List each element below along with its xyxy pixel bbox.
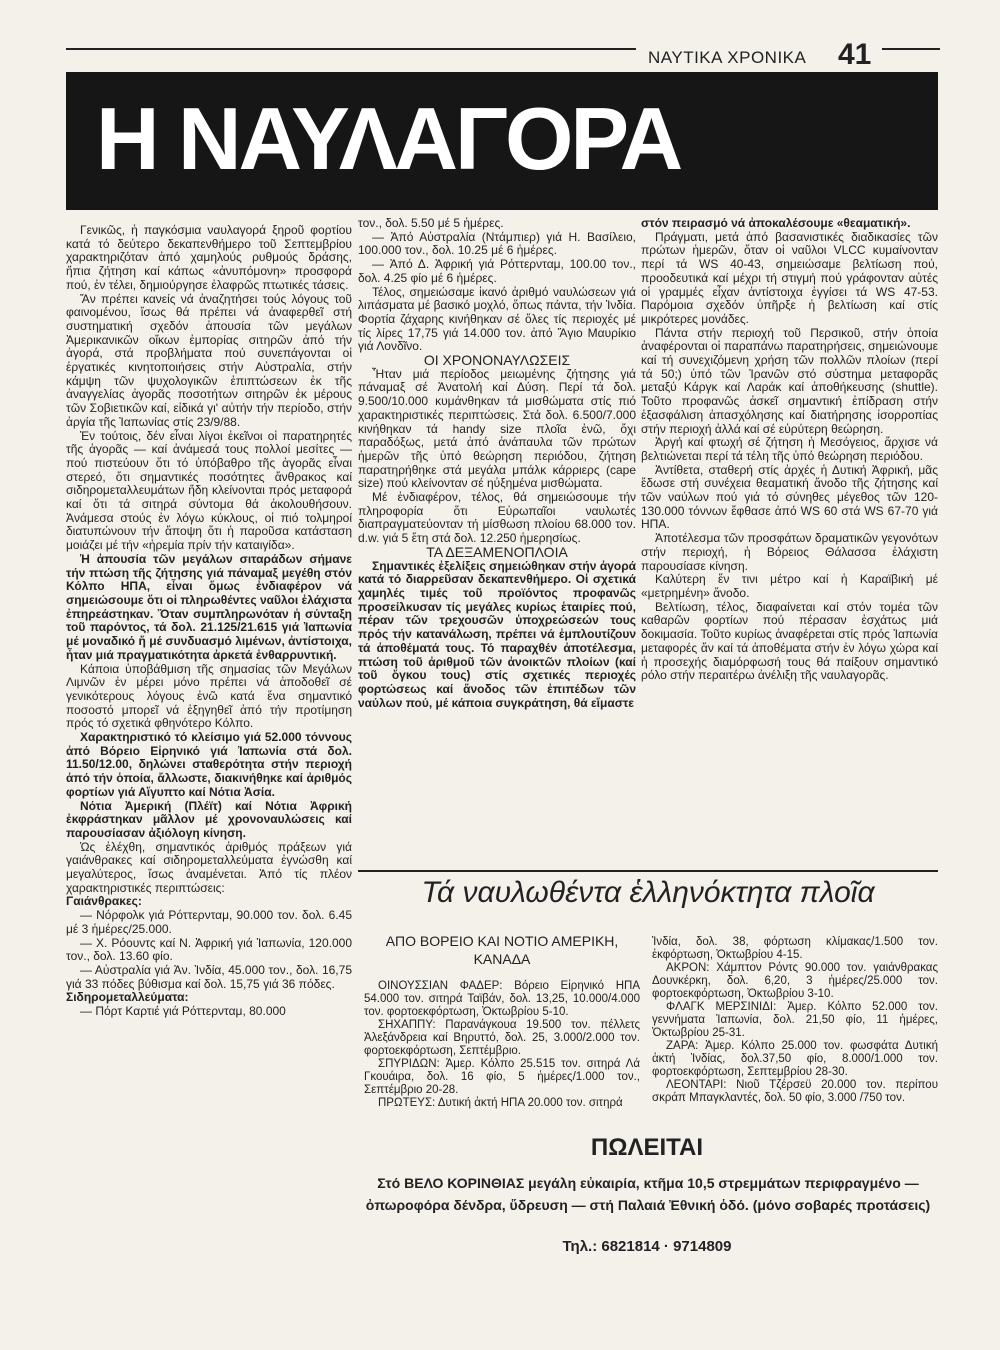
- paragraph: — Πόρτ Καρτιέ γιά Ρόττερνταμ, 80.000: [80, 1004, 286, 1019]
- paragraph: Πράγματι, μετά ἀπό βασανιστικές διαδικασίες τῶν πρώτων ἡμερῶν, ὅταν οἱ ναῦλοι VLCC κυμαίνονταν περί τά WS 40-43, σημειώσαμε βελτίωση πού, προοδευτικά καί μέχρι τή στιγμή πού γράφονταν αὐτές οἱ γραμμές εἶχαν ἀντίστοιχα ἐγγίσει τά WS 47-53. Παρόμοια σχεδόν ὑπῆρξε ἡ βελτίωση καί στίς μικρότερες μονάδες.: [641, 229, 938, 326]
- paragraph: — Ἀπό Δ. Ἀφρική γιά Ρόττερνταμ, 100.00 τον., δολ. 4.25 φίο μέ 6 ἡμέρες.: [358, 257, 636, 285]
- section-heading: ΟΙ ΧΡΟΝΟΝΑΥΛΩΣΕΙΣ: [423, 352, 571, 369]
- list-item: ΦΛΑΓΚ ΜΕΡΣΙΝΙΔΙ: Ἀμερ. Κόλπο 52.000 τον. γεννήματα Ἰαπωνία, δολ. 21,50 φίο, 11 ἡμέρες, Ὀκτωβρίου 25-31.: [652, 1001, 938, 1039]
- section-title: Η ΝΑΥΛΑΓΟΡΑ: [96, 89, 681, 188]
- paragraph: Βελτίωση, τέλος, διαφαίνεται καί στόν τομέα τῶν καθαρῶν φορτίων πού πέρασαν ἐσχάτως μιά δοκιμασία. Τοῦτο κυρίως ἀναφέρεται στίς πρός Ἰαπωνία μεταφορές ἄν καί τά ἀποθέματα στήν ἐν λόγω χώρα καί ἡ προσεχής διαμόρφωσή τους θά παίξουν σημαντικό ρόλο στήν περαιτέρω ἀνέλιξη τῆς ναυλαγορᾶς.: [641, 599, 938, 683]
- paragraph: Κάποια ὑποβάθμιση τῆς σημασίας τῶν Μεγάλων Λιμνῶν ἐν μέρει μόνο πρέπει νά ἀποδοθεῖ σέ γενικότερους λόγους ἐνῶ κατά ἕνα σημαντικό ποσοστό μπορεῖ νά ἐξηγηθεῖ ἀπό τήν προτίμηση πρός τό σχετικά φθηνότερο Κόλπο.: [66, 661, 352, 731]
- paragraph: Ἀργή καί φτωχή σέ ζήτηση ἡ Μεσόγειος, ἄρχισε νά βελτιώνεται περί τά τέλη τῆς ὑπό θεώρηση περιόδου.: [641, 435, 938, 463]
- paragraph: — Αὐστραλία γιά Ἀν. Ἰνδία, 45.000 τον., δολ. 16,75 γιά 33 πόδες βύθισμα καί δολ. 15,75 γιά 36 πόδες.: [66, 962, 352, 991]
- ships-section-subtitle: ΑΠΟ ΒΟΡΕΙΟ ΚΑΙ ΝΟΤΙΟ ΑΜΕΡΙΚΗ, ΚΑΝΑΔΑ: [385, 933, 619, 967]
- paragraph: Ὡς ἐλέχθη, σημαντικός ἀριθμός πράξεων γιά γαιάνθρακες καί σιδηρομεταλλεύματα ἐγνώσθη καί μεγαλύτερος, ἴσως ἀναμένεται. Ἀπό τίς πλέον χαρακτηριστικές περιπτώσεις:: [66, 839, 352, 895]
- paragraph: — Χ. Ρόουντς καί Ν. Ἀφρική γιά Ἰαπωνία, 120.000 τον., δολ. 13.60 φίο.: [66, 935, 352, 964]
- paragraph: τον., δολ. 5.50 μέ 5 ἡμέρες.: [358, 216, 504, 230]
- paragraph: Ἀποτέλεσμα τῶν προσφάτων δραματικῶν γεγονότων στήν περιοχή, ἡ Βόρειος Θάλασσα ἐλάχιστη παρουσίασε κίνηση.: [641, 531, 938, 573]
- paragraph: στόν πειρασμό νά ἀποκαλέσουμε «θεαματική».: [641, 216, 911, 230]
- paragraph: Ἡ ἀπουσία τῶν μεγάλων σιταράδων σήμανε τήν πτώση τῆς ζήτησης γιά πάναμαξ μεγέθη στόν Κόλπο ΗΠΑ, εἶναι ὅμως ἐνδιαφέρον νά σημειώσουμε ὅτι οἱ πληρωθέντες ναῦλοι ἐλάχιστα ἐπηρεάστηκαν. Ὅταν συμπληρωνόταν ἡ σύνταξη τοῦ παρόντος, τά δολ. 21.125/21.615 γιά Ἰαπωνία μέ μοναδικό ἤ μέ συνδυασμό λιμένων, ἀντίστοιχα, ἦταν μιά πραγματικότητα ἀρκετά ἐνθαρρυντική.: [66, 551, 352, 662]
- magazine-title: ΝΑΥΤΙΚΑ ΧΡΟΝΙΚΑ: [648, 48, 807, 67]
- ships-section-title: Τά ναυλωθέντα ἑλληνόκτητα πλοῖα: [421, 876, 875, 909]
- paragraph: Χαρακτηριστικό τό κλείσιμο γιά 52.000 τόννους ἀπό Βόρειο Εἰρηνικό γιά Ἰαπωνία στά δολ. 11.50/12.00, δηλώνει σταθερότητα στήν περιοχή ἀπό τήν ὁποία, ἄλλωστε, διακινήθηκε καί ἀριθμός φορτίων γιά Αἴγυπτο καί Νότια Ἀσία.: [66, 730, 352, 799]
- list-item: ΟΙΝΟΥΣΣΙΑΝ ΦΑΔΕΡ: Βόρειο Εἰρηνικό ΗΠΑ 54.000 τον. σιτηρά Ταϊβάν, δολ. 13,25, 10.000/4.000 τον. φορτοεκφόρτωση, Ὀκτωβρίου 5-10.: [364, 980, 640, 1018]
- article-column-3: [641, 217, 938, 683]
- ad-text: Στό ΒΕΛΟ ΚΟΡΙΝΘΙΑΣ μεγάλη εὐκαιρία, κτῆμα 10,5 στρεμμάτων περιφραγμένο — ὀπωροφόρα δένδρα, ὕδρευση — στή Παλαιά Ἐθνική ὁδό. (μόνο σοβαρές προτάσεις): [365, 1175, 931, 1213]
- list-item: ΣΠΥΡΙΔΩΝ: Ἀμερ. Κόλπο 25.515 τον. σιτηρά Λά Γκουάιρα, δολ. 16 φίο, 5 ἡμέρες/1.000 τον., Σεπτέμβριο 20-28.: [364, 1058, 640, 1096]
- paragraph: Ἦταν μιά περίοδος μειωμένης ζήτησης γιά πάναμαξ σέ Ἀνατολή καί Δύση. Περί τά δολ. 9.500/10.000 κυμάνθηκαν τά μισθώματα στίς πιό χαρακτηριστικές περιπτώσεις. Στά δολ. 6.500/7.000 κινήθηκαν τά handy size πλοῖα ἐνῶ, ὄχι παραδόξως, μετά ἀπό ἀνάπαυλα τῶν πρώτων ἡμερῶν τῆς ὑπό θεώρηση περιόδου, ζήτηση παρατηρήθηκε στά μεγάλα μπάλκ κάρριερς (cape size) πού κλείνονταν σέ ηὐξημένα μισθώματα.: [358, 366, 636, 491]
- list-item: ΣΗΧΑΠΠΥ: Παρανάγκουα 19.500 τον. πέλλετς Ἀλεξάνδρεια καί Βηρυττό, δολ. 25, 3.000/2.000 τον. φορτοεκφόρτωση, Σεπτέμβριο.: [364, 1019, 640, 1057]
- header-rule-right: [882, 48, 940, 50]
- subheading: Γαιάνθρακες:: [66, 894, 142, 909]
- list-item: ΛΕΟΝΤΑΡΙ: Νιοῦ Τζέρσεϋ 20.000 τον. περίπου σκράπ Μπαγκλαντές, δολ. 50 φίο, 3.000 /750 τον.: [652, 1079, 938, 1104]
- subheading: Σιδηρομεταλλεύματα:: [66, 990, 189, 1005]
- list-item: ΠΡΩΤΕΥΣ: Δυτική ἀκτή ΗΠΑ 20.000 τον. σιτηρά: [378, 1097, 623, 1109]
- ships-list-left: [364, 980, 640, 1110]
- ad-title: ΠΩΛΕΙΤΑΙ: [590, 1134, 704, 1161]
- paragraph: — Νόρφολκ γιά Ρόττερνταμ, 90.000 τον. δολ. 6.45 μέ 3 ἡμέρες/25.000.: [66, 908, 352, 936]
- paragraph: Τέλος, σημειώσαμε ἱκανό ἀριθμό ναυλώσεων γιά λιπάσματα μέ βασικό μοχλό, ὅπως πάντα, τήν Ἰνδία. Φορτία ζάχαρης κινήθηκαν σέ ὅλες τίς περιοχές μέ τίς λίρες 17,75 γιά 14.000 τον. ἀπό Ἅγιο Μαυρίκιο γιά Λονδῖνο.: [358, 284, 636, 354]
- paragraph: Πάντα στήν περιοχή τοῦ Περσικοῦ, στήν ὁποία ἀναφέρονται οἱ παραπάνω παρατηρήσεις, σημειώνουμε καί τή συνεχιζόμενη χρήση τῶν πολλῶν πλοίων (περί τά 50;) ὑπό τῶν Ἰρανῶν στό σύστημα μεταφορᾶς μεταξύ Κάργκ καί Λαράκ καί ἀποθήκευσης (shuttle). Τοῦτο προφανῶς ἀσκεῖ σημαντική ἐπίδραση στήν ἐξασφάλιση ἀπασχόλησης καί διατήρησης ἰσορροπίας στήν περιοχή ἀλλά καί σέ εὐρύτερη θεώρηση.: [641, 325, 938, 436]
- article-column-1: [66, 224, 352, 1019]
- list-item: Ἰνδία, δολ. 38, φόρτωση κλίμακας/1.500 τον. ἐκφόρτωση, Ὀκτωβρίου 4-15.: [652, 936, 938, 961]
- paragraph: Νότια Ἀμερική (Πλέϊτ) καί Νότια Ἀφρική ἐκφράστηκαν μᾶλλον μέ χρονοναυλώσεις καί παρουσίασαν ἀξιόλογη κίνηση.: [66, 798, 352, 840]
- paragraph: Ἀντίθετα, σταθερή στίς ἀρχές ἡ Δυτική Ἀφρική, μᾶς ἔδωσε στή συνέχεια θεαματική ἄνοδο τῆς ζήτησης καί τῶν ναύλων πού γιά τό σύνηθες μέγεθος τῶν 120-130.000 τόννων ἔφθασε ἀπό WS 60 στά WS 67-70 γιά ΗΠΑ.: [641, 462, 938, 532]
- list-item: ΑΚΡΟΝ: Χάμπτον Ρόντς 90.000 τον. γαιάνθρακας Δουνκέρκη, δολ. 6,20, 3 ἡμέρες/25.000 τον. φορτοεκφόρτωση, Ὀκτωβρίου 3-10.: [652, 962, 938, 1000]
- paragraph: Ἐν τούτοις, δέν εἶναι λίγοι ἐκεῖνοι οἱ παρατηρητές τῆς ἀγορᾶς — καί ἀνάμεσά τους πολλοί μεσίτες — πού πιστεύουν ὅτι τό ὑπόβαθρο τῆς ἀγορᾶς εἶναι στερεό, ὅτι σημαντικές ποσότητες ἄνθρακος καί σιδηρομεταλλευμάτων ἤδη κλείνονται πρός μεταφορά καί ὅτι τά σιτηρά σύντομα θά ἀκολουθήσουν. Ἀνάμεσα στούς ἐν λόγω κύκλους, οἱ πιό τολμηροί διατυπώνουν τήν ἄποψη ὅτι ἡ παροῦσα κατάσταση μοιάζει μέ τήν «ἠρεμία πρίν τήν καταιγίδα».: [66, 428, 352, 553]
- list-item: ΖΑΡΑ: Ἀμερ. Κόλπο 25.000 τον. φωσφάτα Δυτική ἀκτή Ἰνδίας, δολ.37,50 φίο, 8.000/1.000 τον. φορτοεκφόρτωση, Σεπτεμβρίου 28-30.: [652, 1040, 938, 1078]
- paragraph: Ἄν πρέπει κανείς νά ἀναζητήσει τούς λόγους τοῦ φαινομένου, ἴσως θά πρέπει νά ἀναφερθεῖ στή συστηματική σχεδόν ἀπουσία τῶν μεγάλων Ἀμερικανικῶν οἴκων ἐμπορίας σιτηρῶν ἀπό τήν ἀγορά, στά προβλήματα πού συνεπάγονται οἱ ἐργατικές κινητοποιήσεις στήν Αὐστραλία, στήν κάμψη τῶν ψυχολογικῶν ἐπιπτώσεων ἐκ τῆς ἀναγγελίας ἀγορᾶς ποσοτήτων σιτηρῶν ἐκ μέρους τῶν Σοβιετικῶν καί, εἰδικά γι' αὐτήν τήν περίοδο, στήν ἀργία τῆς Ἰαπωνίας στίς 23/9/88.: [66, 291, 352, 429]
- header-rule-left: [66, 48, 636, 50]
- paragraph: Καλύτερη ἔν τινι μέτρο καί ἡ Καραϊβική μέ «μετρημένη» ἄνοδο.: [641, 572, 938, 600]
- ad-phone: Τηλ.: 6821814 · 9714809: [562, 1238, 732, 1255]
- paragraph: Μέ ἐνδιαφέρον, τέλος, θά σημειώσουμε τήν πληροφορία ὅτι Εὐρωπαῖοι ναυλωτές διαπραγματεύονταν τή μίσθωση πλοίου 68.000 τον. d.w. γιά 5 ἔτη στά δολ. 12.250 ἡμερησίως.: [358, 490, 636, 546]
- paragraph: — Ἀπό Αὐστραλία (Ντάμπιερ) γιά Η. Βασίλειο, 100.000 τον., δολ. 10.25 μέ 6 ἡμέρες.: [358, 229, 636, 258]
- page-number: 41: [838, 38, 872, 71]
- ships-section-rule: [358, 870, 938, 872]
- ships-list-right: [652, 936, 938, 1105]
- paragraph: Σημαντικές ἐξελίξεις σημειώθηκαν στήν ἀγορά κατά τό διαρρεῦσαν δεκαπενθήμερο. Οἱ σχετικά χαμηλές τιμές τοῦ προϊόντος προφανῶς προσείλκυσαν τίς μεγάλες κυρίως ἑταιρίες πού, πέραν τῶν τρεχουσῶν ὑποχρεώσεών τους πρός τήν κατανάλωση, πρέπει νά ἐμπλουτίζουν τά ἀποθέματά τους. Τό παραχθέν ἀποτέλεσμα, πτώση τοῦ ἀριθμοῦ τῶν ἀνοικτῶν πλοίων (καί τοῦ ὄγκου τους) στίς σχετικές περιοχές φορτώσεως καί ἄνοδος τῶν ἐπιπέδων τῶν ναύλων πού, μέ κάποια συγκράτηση, θά εἴμαστε: [358, 558, 636, 710]
- article-column-2: [358, 217, 636, 710]
- paragraph: Γενικῶς, ἡ παγκόσμια ναυλαγορά ξηροῦ φορτίου κατά τό δεύτερο δεκαπενθήμερο τοῦ Σεπτεμβρίου χαρακτηριζόταν ἀπό χαμηλούς ρυθμούς δράσης, ἤπια ζήτηση καί κάπως «ἀνυπόμονη» προσφορά πού, ἐν τέλει, δημιούργησε ἐλαφρῶς πτωτικές τάσεις.: [66, 223, 352, 292]
- section-heading: ΤΑ ΔΕΞΑΜΕΝΟΠΛΟΙΑ: [426, 543, 568, 560]
